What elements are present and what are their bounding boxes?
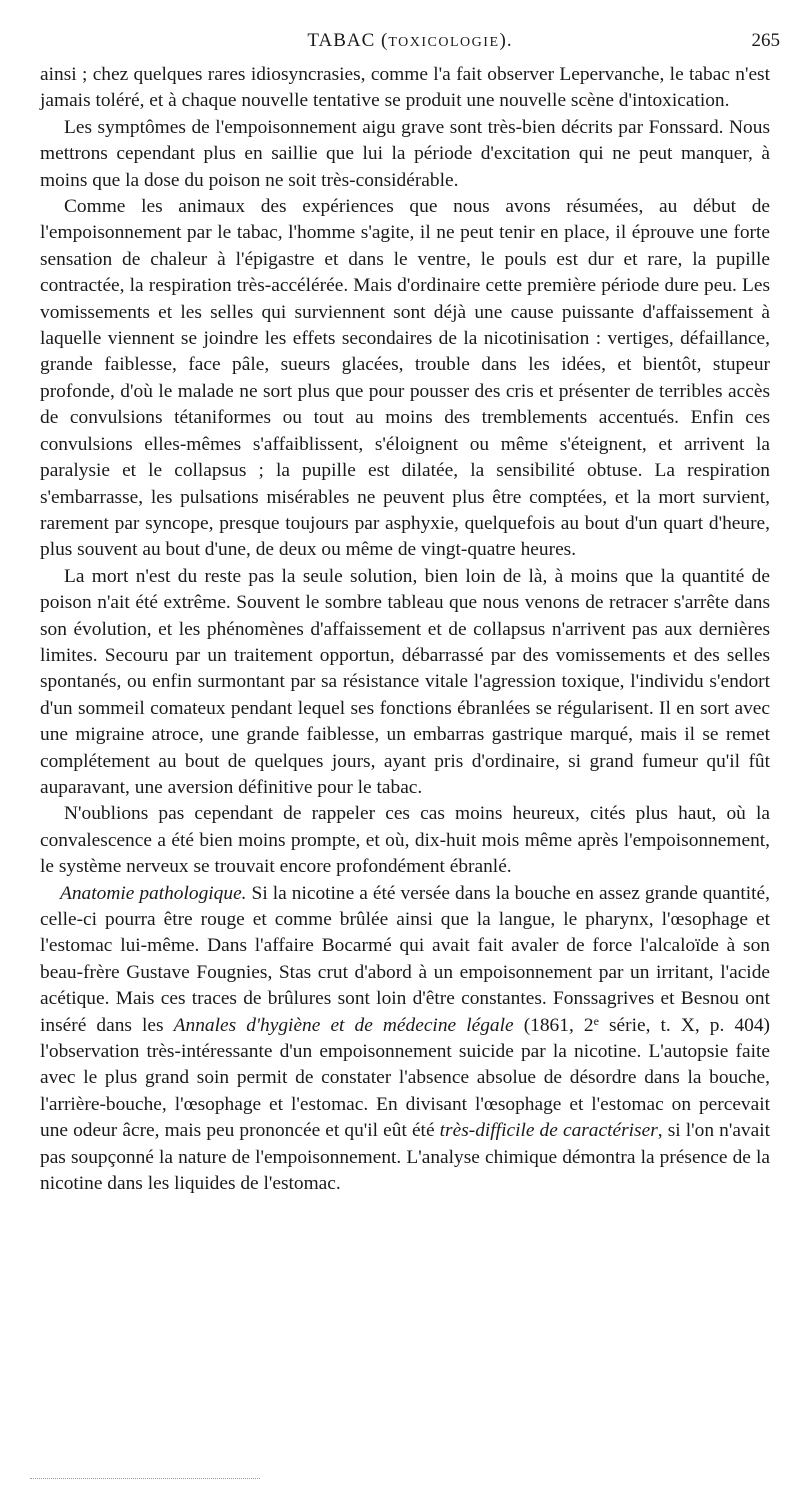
footer-dotted-line [30,1478,260,1479]
paragraph-anatomy [40,881,770,1198]
running-title: TABAC (TOXICOLOGIE). [307,30,513,51]
paragraph-excitation-period: Comme les animaux des expériences que nous avons résumées, au début de l'empoisonnement par le tabac, l'homme s'agite, il ne peut tenir en place, il éprouve une forte sensation de chaleur à l'épigastre et dans le ventre, le pouls est dur et rare, la pupille contractée, la respiration très-accélérée. Mais d'ordinaire cette première période dure peu. Les vomissements et les selles qui surviennent sont déjà une cause puissante d'affaissement à laquelle viennent se joindre les effets secondaires de la nicotinisation : vertiges, défaillance, grande faiblesse, face pâle, sueurs glacées, trouble dans les idées, et bientôt, stupeur profonde, d'où le malade ne sort plus que pour pousser des cris et présenter de terribles accès de convulsions tétaniformes ou tout au moins des tremblements accentués. Enfin ces convulsions elles-mêmes s'affaiblissent, s'éloignent ou même s'éteignent, et arrivent la paralysie et le collapsus ; la pupille est dilatée, la sensibilité obtuse. La respiration s'embarrasse, les pulsations misérables ne peuvent plus être comptées, et la mort survient, rarement par syncope, presque toujours par asphyxie, quelquefois au bout d'un quart d'heure, plus souvent au bout d'une, de deux ou même de vingt-quatre heures. [40,196,770,561]
anatomy-text-2: (1861, 2 [513,1014,594,1036]
emphasis-text: très-difficile de caractériser [439,1120,658,1142]
paragraph-symptoms: Les symptômes de l'empoisonnement aigu grave sont très-bien décrits par Fonssard. Nous mettrons cependant plus en saillie que lui la période d'excitation qui ne peut manquer, à moins que la dose du poison ne soit très-considérable. [40,116,770,191]
anatomy-text-3: série, t. X, p. 404) l'observation très-intéressante d'un empoisonnement suicide par la nicotine. L'autopsie faite avec le plus grand soin permit de constater l'absence absolue de désordre dans la bouche, l'arrière-bouche, l'œsophage et l'estomac. En divisant l'œsophage et l'estomac on percevait une odeur âcre, mais peu prononcée et qu'il eût été [40,1014,770,1142]
anatomy-text-1: Si la nicotine a été versée dans la bouche en assez grande quantité, celle-ci pourra être rouge et comme brûlée ainsi que la langue, le pharynx, l'œsophage et l'estomac lui-même. Dans l'affaire Bocarmé qui avait fait avaler de force l'alcaloïde à son beau-frère Gustave Fougnies, Stas crut d'abord à un empoisonnement par un irritant, l'acide acétique. Mais ces traces de brûlures sont loin d'être constantes. Fonssagrives et Besnou ont inséré dans les [40,882,771,1036]
paragraph-convalescence: N'oublions pas cependant de rappeler ces cas moins heureux, cités plus haut, où la convalescence a été bien moins prompte, et où, dix-huit mois même après l'empoisonnement, le système nerveux se trouvait encore profondément ébranlé. [40,803,770,878]
page-number: 265 [751,30,780,51]
body-text [40,62,770,1197]
paragraph-recovery: La mort n'est du reste pas la seule solution, bien loin de là, à moins que la quantité de poison n'ait été extrême. Souvent le sombre tableau que nous venons de retracer s'arrête dans son évolution, et les phénomènes d'affaissement et de collapsus n'arrivent pas aux dernières limites. Secouru par un traitement opportun, débarrassé par des vomissements et des selles spontanés, ou enfin surmontant par sa résistance vitale l'agression toxique, l'individu s'endort d'un sommeil comateux pendant lequel ses fonctions ébranlées se régularisent. Il en sort avec une migraine atroce, une grande faiblesse, un embarras gastrique marqué, mais il se remet complétement au bout de quelques jours, ayant pris d'ordinaire, si grand fumeur qu'il fût auparavant, une aversion définitive pour le tabac. [40,565,770,798]
series-superscript: e [593,1013,599,1028]
anatomy-text-4: , si l'on n'avait pas soupçonné la nature de l'empoisonnement. L'analyse chimique démontra la présence de la nicotine dans les liquides de l'estomac. [40,1120,770,1195]
paragraph-continuation: ainsi ; chez quelques rares idiosyncrasies, comme l'a fait observer Lepervanche, le tabac n'est jamais toléré, et à chaque nouvelle tentative se produit une nouvelle scène d'intoxication. [40,64,770,112]
running-header [40,30,780,60]
header-subtitle: TOXICOLOGIE [388,35,500,50]
header-title: TABAC [307,30,376,51]
journal-title: Annales d'hygiène et de médecine légale [173,1014,514,1036]
section-heading-anatomy: Anatomie pathologique. [60,882,247,904]
